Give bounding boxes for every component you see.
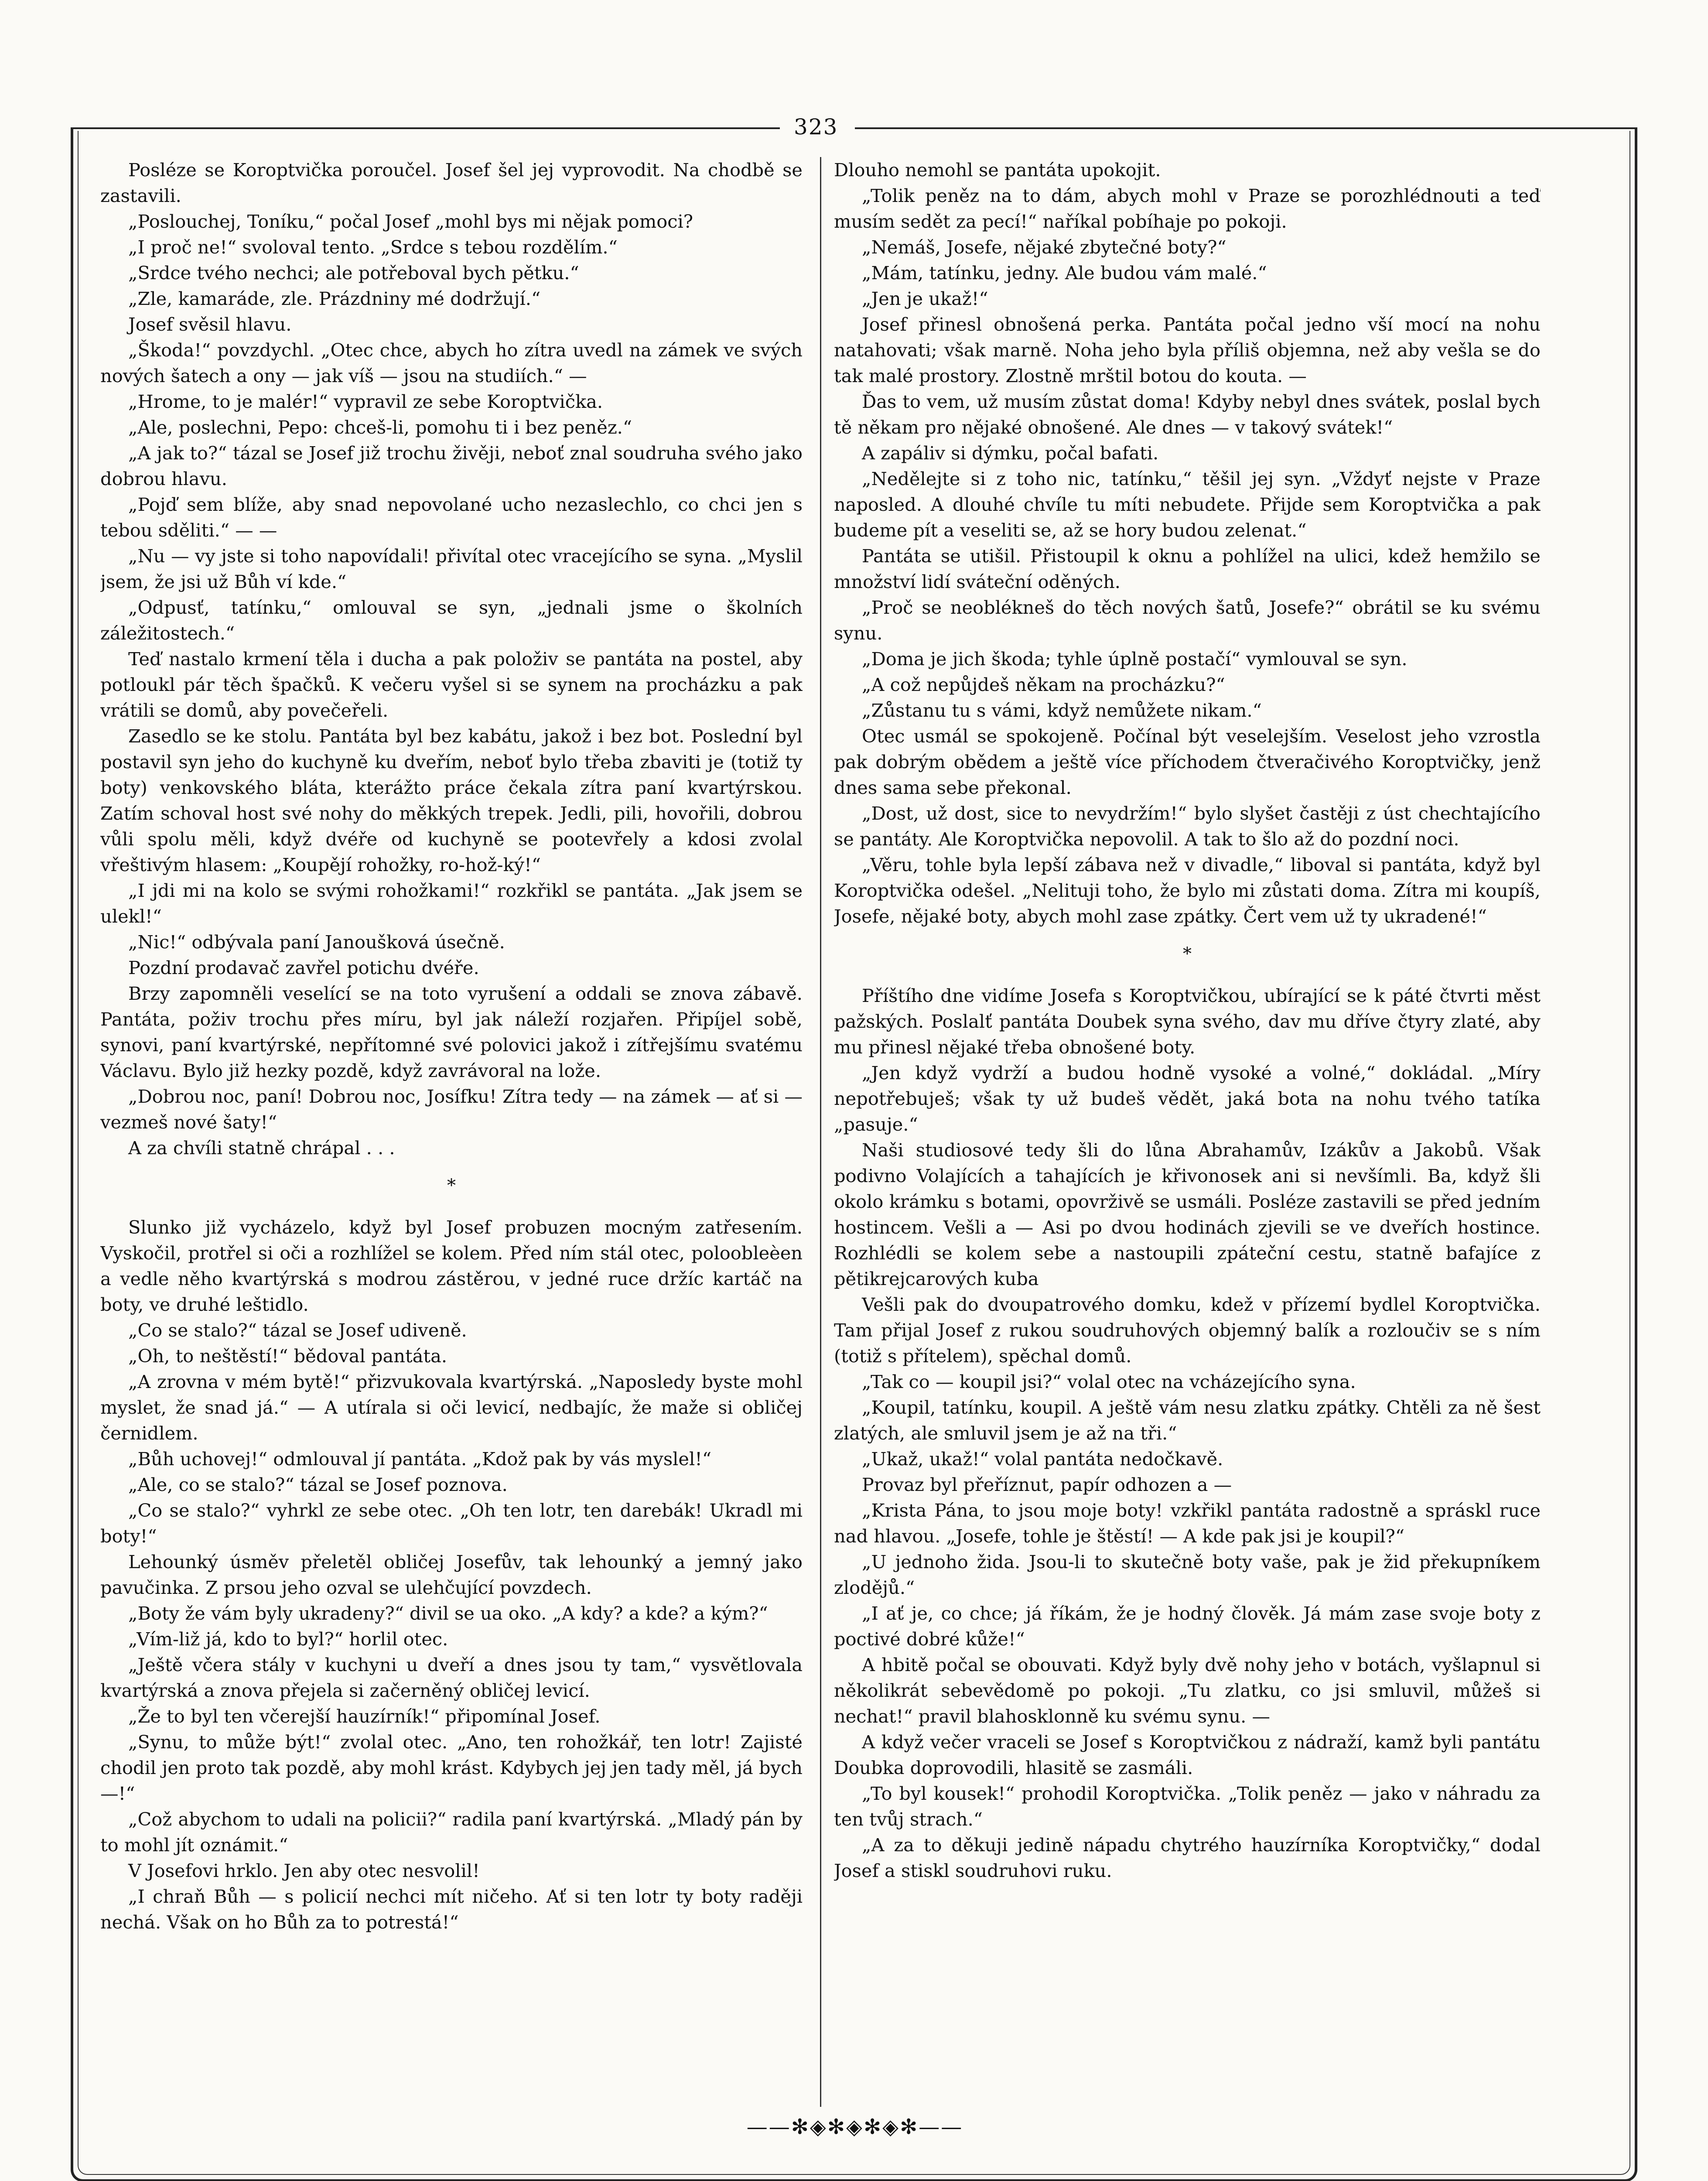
paragraph: „Proč se neobléknеš do těch nových šatů, Josefe?“ obrátil se ku svému synu. [834, 597, 1541, 644]
paragraph: Pozdní prodavač zavřel potichu dvéře. [128, 957, 479, 978]
paragraph: „Dobrou noc, paní! Dobrou noc, Josífku! Zítra tedy — na zámek — ať si — vezmeš nové šaty!“ [100, 1086, 803, 1133]
paragraph: „Jen když vydrží a budou hodně vysoké a volné,“ dokládal. „Míry nepotřebuješ; však ty už budeš vědět, jaká bota na nohu tvého tatíka „pasuje.“ [834, 1062, 1541, 1135]
paragraph: „Tolik peněz na to dám, abych mohl v Praze se porozhlédnouti a teď musím sedět za pecí!“ naříkal pobíhaje po pokoji. [834, 185, 1541, 232]
paragraph: „Nedělejte si z toho nic, tatínku,“ těšil jej syn. „Vždyť nejste v Praze naposled. A dlouhé chvíle tu míti nebudete. Přijde sem Koroptvička a pak budeme pít a veseliti se, až se hory budou zelenat.“ [834, 468, 1541, 541]
paragraph: „Co se stalo?“ tázal se Josef udiveně. [128, 1320, 467, 1341]
paragraph: A hbitě počal se obouvati. Když byly dvě nohy jeho v botách, vyšlapnul si několikrát sebevědomě po pokoji. „Tu zlatku, co jsi smluvil, můžeš si nechat!“ pravil blahosklonně ku svému synu. — [834, 1654, 1541, 1727]
paragraph: „Bůh uchovej!“ odmlouval jí pantáta. „Kdož pak by vás myslel!“ [128, 1448, 712, 1470]
paragraph: „Ještě včera stály v kuchyni u dveří a dnes jsou ty tam,“ vysvětlovala kvartýrská a znova přejela si začerněný obličej levicí. [100, 1654, 803, 1701]
paragraph: „Vím-liž já, kdo to byl?“ horlil otec. [128, 1628, 448, 1650]
paragraph: „Synu, to může být!“ zvolal otec. „Ano, ten rohožkář, ten lotr! Zajisté chodil jen proto tak pozdě, aby mohl krást. Kdybych jej jen tady měl, já bych —!“ [100, 1731, 803, 1804]
paragraph: „Jen je ukaž!“ [862, 288, 988, 309]
paragraph: Slunko již vycházelo, když byl Josef probuzen mocným zatřesením. Vyskočil, protřel si oči a rozhlížel se kolem. Před ním stál otec, poloobleèen a vedle něho kvartýrská s modrou zástěrou, v jedné ruce držíc kartáč na boty, ve druhé leštidlo. [100, 1217, 803, 1315]
paragraph: „Mám, tatínku, jedny. Ale budou vám malé.“ [862, 262, 1267, 284]
paragraph: Teď nastalo krmení těla i ducha a pak položiv se pantáta na postel, aby potloukl pár těch špačků. K večeru vyšel si se synem na procházku a pak vrátili se domů, aby povečeřeli. [100, 648, 803, 721]
end-ornament: ——✻◈✻◈✻◈✻—— [746, 2115, 963, 2139]
paragraph: Naši studiosové tedy šli do lůna Abrahamův, Izákův a Jakobů. Však podivno Volajících a tahajících je křivonosek ani si nevšímli. Ba, když šli okolo krámku s botami, opovrživě se usmáli. Posléze zastavili se před jedním hostincem. Vešli a — Asi po dvou hodinách zjevili se ve dveřích hostince. Rozhlédli se kolem sebe a nastoupili zpáteční cestu, statně bafajíce z pětikrejcarových kuba [834, 1139, 1541, 1289]
paragraph: Zasedlo se ke stolu. Pantáta byl bez kabátu, jakož i bez bot. Poslední byl postavil syn jeho do kuchyně ku dveřím, neboť bylo třeba zbaviti je (totiž ty boty) venkovského bláta, kterážto práce čekala zítra paní kvartýrskou. Zatím schoval host své nohy do měkkých trepek. Jedli, pili, hovořili, dobrou vůli spolu měli, když dvéře od kuchyně se pootevřely a kdosi zvolal vřeštivým hlasem: „Koupějí rohožky, ro-hož-ký!“ [100, 725, 803, 875]
paragraph: „Odpusť, tatínku,“ omlouval se syn, „jednali jsme o školních záležitostech.“ [100, 597, 803, 644]
paragraph: „Zle, kamaráde, zle. Prázdniny mé dodržují.“ [128, 288, 541, 309]
paragraph: Příštího dne vidíme Josefa s Koroptvičkou, ubírající se k páté čtvrti měst pažských. Poslalť pantáta Doubek syna svého, dav mu dříve čtyry zlaté, aby mu přinesl nějaké třeba obnošené boty. [834, 985, 1541, 1058]
paragraph: V Josefovi hrklo. Jen aby otec nesvolil! [128, 1860, 480, 1881]
paragraph: „Krista Pána, to jsou moje boty! vzkřikl pantáta radostně a spráskl ruce nad hlavou. „Josefe, tohle je štěstí! — A kde pak jsi je koupil?“ [834, 1500, 1541, 1547]
paragraph: „Srdce tvého nechci; ale potřeboval bych pětku.“ [128, 262, 579, 284]
paragraph: Dlouho nemohl se pantáta upokojit. [834, 159, 1161, 181]
paragraph: Lehounký úsměv přeletěl obličej Josefův, tak lehounký a jemný jako pavučinka. Z prsou jeho ozval se ulehčující povzdech. [100, 1551, 803, 1598]
paragraph: „Doma je jich škoda; tyhle úplně postačí“ vymlouval se syn. [862, 648, 1407, 670]
paragraph: „Hrome, to je malér!“ vypravil ze sebe Koroptvička. [128, 391, 603, 412]
paragraph: Brzy zapomněli veselící se na toto vyrušení a oddali se znova zábavě. Pantáta, poživ trochu přes míru, byl jak náleží rozjařen. Připíjel sobě, synovi, paní kvartýrské, nepřítomné své polovici jakož i zítřejšímu svatému Václavu. Bylo již hezky pozdě, když zavrávoral na lože. [100, 983, 803, 1081]
paragraph: Josef svěsil hlavu. [128, 314, 292, 335]
paragraph: Provaz byl přeříznut, papír odhozen a — [862, 1474, 1232, 1495]
paragraph: „To byl kousek!“ prohodil Koroptvička. „Tolik peněz — jako v náhradu za ten tvůj strach.“ [834, 1783, 1541, 1830]
paragraph: „A což nepůjdeš někam na procházku?“ [862, 674, 1225, 695]
left-text-column [100, 157, 803, 2107]
page-number: 323 [794, 114, 838, 140]
paragraph: Pantáta se utišil. Přistoupil k oknu a pohlížel na ulici, kdež hemžilo se množství lidí sváteční oděných. [834, 545, 1541, 592]
paragraph: A zapáliv si dýmku, počal bafati. [862, 442, 1159, 464]
paragraph: „Že to byl ten včerejší hauzírník!“ připomínal Josef. [128, 1706, 601, 1727]
paragraph: „A za to děkuji jedině nápadu chytrého hauzírníka Koroptvičky,“ dodal Josef a stiskl soudruhovi ruku. [834, 1834, 1541, 1881]
paragraph: Otec usmál se spokojeně. Počínal být veselejším. Veselost jeho vzrostla pak dobrým obědem a ještě více příchodem čtveračivého Koroptvičky, jenž dnes sama sebe překonal. [834, 725, 1541, 798]
paragraph: Posléze se Koroptvička poroučel. Josef šel jej vyprovodit. Na chodbě se zastavili. [100, 159, 803, 206]
paragraph: Ďas to vem, už musím zůstat doma! Kdyby nebyl dnes svátek, poslal bych tě někam pro nějaké obnošené. Ale dnes — v takový svátek!“ [834, 391, 1541, 438]
paragraph: A když večer vraceli se Josef s Koroptvičkou z nádraží, kamž byli pantátu Doubka doprovodili, hlasitě se zasmáli. [834, 1731, 1541, 1778]
paragraph: „I ať je, co chce; já říkám, že je hodný člověk. Já mám zase svoje boty z poctivé dobré kůže!“ [834, 1603, 1541, 1650]
paragraph: „Věru, tohle byla lepší zábava než v divadle,“ liboval si pantáta, když byl Koroptvička odešel. „Nelituji toho, že bylo mi zůstati doma. Zítra mi koupíš, Josefe, nějaké boty, abych mohl zase zpátky. Čert vem už ty ukradené!“ [834, 854, 1541, 927]
paragraph: „Zůstanu tu s vámi, když nemůžete nikam.“ [862, 700, 1262, 721]
paragraph: „U jednoho žida. Jsou-li to skutečně boty vaše, pak je žid překupníkem zlodějů.“ [834, 1551, 1541, 1598]
paragraph: „Poslouchej, Toníku,“ počal Josef „mohl bys mi nějak pomoci? [128, 211, 693, 232]
paragraph: „Ale, co se stalo?“ tázal se Josef poznova. [128, 1474, 508, 1495]
paragraph: „Koupil, tatínku, koupil. A ještě vám nesu zlatku zpátky. Chtěli za ně šest zlatých, ale smluvil jsem je až na tři.“ [834, 1397, 1541, 1444]
paragraph: „I chraň Bůh — s policií nechci mít ničeho. Ať si ten lotr ty boty raději nechá. Však on ho Bůh za to potrestá!“ [100, 1886, 803, 1933]
section-star: * [1183, 944, 1192, 964]
paragraph: „I jdi mi na kolo se svými rohožkami!“ rozkřikl se pantáta. „Jak jsem se ulekl!“ [100, 880, 803, 927]
paragraph: Vešli pak do dvoupatrového domku, kdež v přízemí bydlel Koroptvička. Tam přijal Josef z rukou soudruhových objemný balík a rozloučiv se s ním (totiž s přítelem), spěchal domů. [834, 1294, 1541, 1367]
paragraph: „Což abychom to udali na policii?“ radila paní kvartýrská. „Mladý pán by to mohl jít oznámit.“ [100, 1808, 803, 1856]
paragraph: „Nemáš, Josefe, nějaké zbytečné boty?“ [862, 236, 1226, 258]
paragraph: „Boty že vám byly ukradeny?“ divil se ua oko. „A kdy? a kde? a kým?“ [128, 1603, 768, 1624]
paragraph: „Nic!“ odbývala paní Janoušková úsečně. [128, 931, 505, 953]
column-divider [820, 157, 821, 2107]
paragraph: „Škoda!“ povzdychl. „Otec chce, abych ho zítra uvedl na zámek ve svých nových šatech a ony — jak víš — jsou na studiích.“ — [100, 339, 803, 386]
paragraph: „I proč ne!“ svoloval tento. „Srdce s tebou rozdělím.“ [128, 236, 618, 258]
paragraph: „Ukaž, ukaž!“ volal pantáta nedočkavě. [862, 1448, 1223, 1470]
paragraph: „A jak to?“ tázal se Josef již trochu živěji, neboť znal soudruha svého jako dobrou hlavu. [100, 442, 803, 489]
paragraph: „Dost, už dost, sice to nevydržím!“ bylo slyšet častěji z úst chechtajícího se pantáty. Ale Koroptvička nepovolil. A tak to šlo až do pozdní noci. [834, 803, 1541, 850]
right-text-column [834, 157, 1541, 2107]
paragraph: „Pojď sem blíže, aby snad nepovolané ucho nezaslechlo, co chci jen s tebou sděliti.“ — — [100, 494, 803, 541]
paragraph: „Co se stalo?“ vyhrkl ze sebe otec. „Oh ten lotr, ten darebák! Ukradl mi boty!“ [100, 1500, 803, 1547]
paragraph: „Ale, poslechni, Pepo: chceš-li, pomohu ti i bez peněz.“ [128, 417, 632, 438]
paragraph: „Tak co — koupil jsi?“ volal otec na vcházejícího syna. [862, 1371, 1356, 1392]
paragraph: „Oh, to neštěstí!“ bědoval pantáta. [128, 1345, 447, 1367]
section-star: * [447, 1176, 456, 1196]
paragraph: A za chvíli statně chrápal . . . [128, 1137, 395, 1159]
paragraph: Josef přinesl obnošená perka. Pantáta počal jedno vší mocí na nohu natahovati; však marně. Noha jeho byla příliš objemna, než aby vešla se do tak malé prostory. Zlostně mrštil botou do kouta. — [834, 314, 1541, 386]
paragraph: „A zrovna v mém bytě!“ přizvukovala kvartýrská. „Naposledy byste mohl myslet, že snad já.“ — A utírala si oči levicí, nedbajíc, že maže si obličej černidlem. [100, 1371, 803, 1444]
paragraph: „Nu — vy jste si toho napovídali! přivítal otec vracejícího se syna. „Myslil jsem, že jsi už Bůh ví kde.“ [100, 545, 803, 592]
